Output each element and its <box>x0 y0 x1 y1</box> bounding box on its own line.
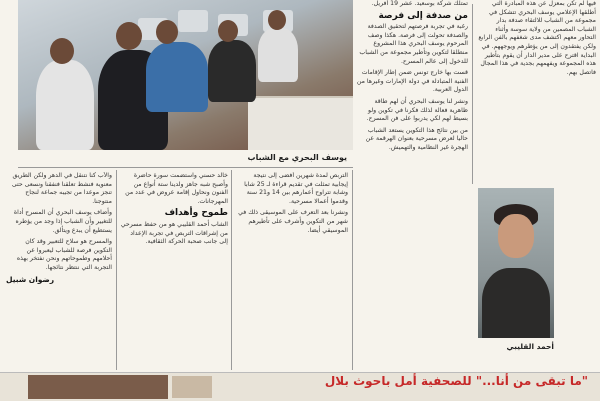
paragraph: والأب كنا نتنقل في الدهر ولكن الطريق معنوية فنشط تعلقنا فنفقنا ونسعى حتى تنجز موعدا من تجيبه جماعة لنجاح منتوجنا. <box>11 172 112 205</box>
photo-caption-bar <box>18 153 353 168</box>
article-signature: رضوان شبيل <box>6 274 55 284</box>
paragraph: قست بها خارج تونس ضمن إطار الإقامات الفنية المتبادلة في دولة الإمارات وغيرها من الدول العربية. <box>356 69 468 94</box>
person-head <box>268 10 286 30</box>
portrait-caption: أحمد القليبي <box>506 342 554 351</box>
column-divider <box>231 170 232 370</box>
column-middle <box>236 172 348 370</box>
paragraph: من بين نتائج هذا التكوين يستعد الشباب حاليا لعرض مسرحية بعنوان الهرقمة عن الهجرة غير النظامية والتهميش. <box>365 126 468 151</box>
portrait-photo <box>478 188 554 338</box>
photo-caption: يوسف البحري مع الشباب <box>247 153 347 162</box>
table <box>248 96 353 150</box>
person-blue-shirt <box>146 42 208 112</box>
paragraph: رغبة في تجربة فرصتهم لتحقيق الصدفة والصدفة تحولت إلى فرصة. هكذا وصف المرحوم يوسف البحري هذا المشروع منطلقا لتكوين وتأطير مجموعة من الشباب للدخول إلى عالم المسرح. <box>359 23 468 65</box>
person-head <box>50 38 74 64</box>
portrait-face <box>498 214 534 258</box>
person-head <box>116 22 142 50</box>
paragraph: وأضاف يوسف البحري أن المسرح أداة للتغيير وأن الشباب إذا وجد من يؤطره يستطيع أن يبدع ويتألق. <box>13 209 112 234</box>
person-seated <box>258 28 298 82</box>
paragraph: تمتلك شركة بوسعيد. عشر 19 أفريل. <box>371 0 468 7</box>
paragraph: التربص لمدة شهرين أفضى إلى نتيجة إيجابية تمثلت في تقديم قراءة لـ 25 شابا وشابة تتراوح أعمارهم بين 14 و21 سنة وقدموا أعمالا مسرحية. <box>244 172 348 205</box>
paragraph: ونشر لنا يوسف البحري أن لهم طاقة ظاهرية فعالة لذلك فكرنا في تكوين ولو بسيط لهم لكي يدربوا على فن المسرح. <box>366 97 468 123</box>
column-left <box>6 172 112 370</box>
group-photo <box>18 0 353 150</box>
section-subhead: من صدفة إلى فرصة <box>378 10 468 21</box>
banner-image <box>28 375 168 399</box>
banner-headline: "ما تبقى من أنا..." للصحفية أمل باحوث بلال <box>324 374 588 388</box>
paragraph: ونشرنا بعد التعرف على الموسيقى ذلك في شهر من التكوين وأشرف على تأطيرهم الموسيقي أيضا. <box>238 209 348 234</box>
person-head <box>218 20 238 42</box>
paragraph: فيها لم تكن بمعزل عن هذه المبادرة التي أطلقها الإعلامي يوسف البحري تتشكل في مجموعة من الشباب للالتقاء صدفة بدار الشباب المصمين من ولاية سوسة وأثناء التحاور معهم اكتشف مدى شغفهم بالفن الرابع ولكن يفتقدون إلى من يؤطرهم ويوجههم. في البداية اقترح على مدير الدار أن يقوم بتأطير هذه المجموعة ويفهمهم بجدية في هذا المجال فاتصل بهم. <box>478 0 596 76</box>
paragraph: والمسرح هو سلاح للتعبير وقد كان التكوين فرصة للشباب ليعبروا عن أحلامهم وطموحاتهم ونحن نفتخر بهذه التجربة التي ننتظر نتائجها. <box>16 238 112 271</box>
banner-thumbnail <box>172 376 212 398</box>
column-middle-left <box>120 172 228 370</box>
person-seated <box>208 40 256 102</box>
column-divider <box>116 170 117 370</box>
paragraph: خالد حسني واستضمت سورة حاضرة وأصبح شبه جاهز ولدينا ستة أنواع من الفنون ونحاول إقامة عروض في عدد من المهرجانات. <box>125 172 228 205</box>
column-divider <box>352 170 353 370</box>
section-subhead: طموح وأهداف <box>164 208 228 219</box>
column-right-bottom <box>478 360 596 370</box>
column-divider <box>472 4 473 184</box>
seat <box>178 10 208 32</box>
column-top-right <box>478 0 596 182</box>
person-head <box>156 20 178 44</box>
portrait-body <box>482 268 550 338</box>
column-right <box>356 0 468 372</box>
paragraph: الشاب أحمد القليبي هو من حفظ مسرحي من إشراقات التربص في تجربة الإعداد إلى جانب صحبة الحركة الثقافية. <box>120 220 228 246</box>
person-white-shirt <box>36 60 94 150</box>
